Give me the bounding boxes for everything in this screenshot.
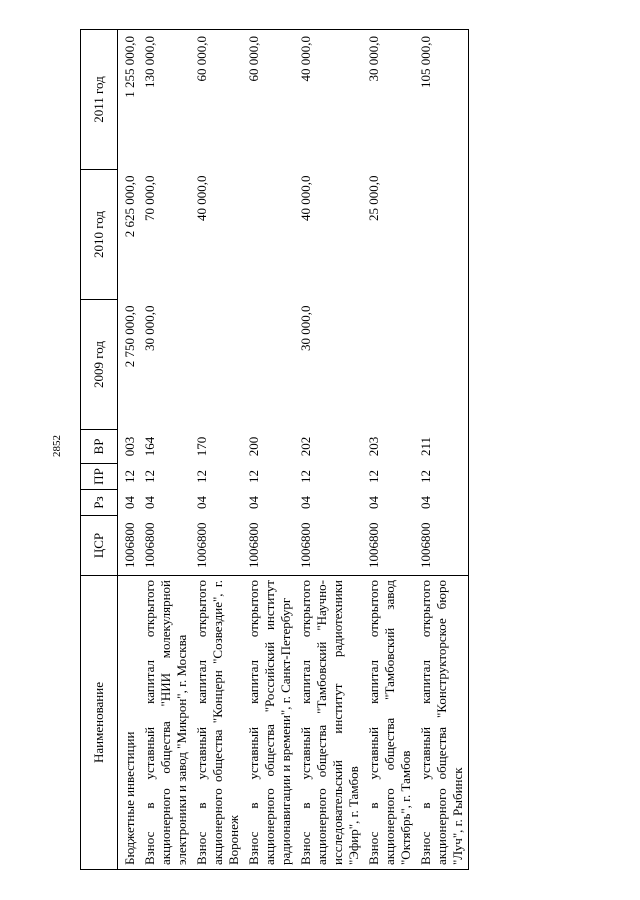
cell-2011: 60 000,0: [192, 30, 244, 170]
cell-name: Бюджетные инвестиции: [118, 576, 141, 870]
header-name: Наименование: [81, 576, 118, 870]
cell-2009: 2 750 000,0: [122, 305, 137, 368]
cell-csr: 1006800: [122, 522, 137, 568]
header-pr: ПР: [81, 464, 118, 490]
cell-2010: 40 000,0: [194, 175, 209, 221]
cell-pr: 12: [122, 470, 137, 483]
cell-pr: 12: [142, 470, 157, 483]
cell-pr: 12: [246, 470, 261, 483]
cell-vr: 211: [416, 430, 469, 464]
cell-2010: [244, 170, 296, 300]
header-vr: ВР: [81, 430, 118, 464]
cell-pr: 12: [194, 470, 209, 483]
cell-2011: 40 000,0: [296, 30, 364, 170]
cell-2011: 105 000,0: [416, 30, 469, 170]
cell-rz: 04: [122, 496, 137, 509]
cell-csr: 1006800: [416, 516, 469, 576]
cell-pr: 12: [366, 470, 381, 483]
cell-vr: 003: [122, 436, 137, 457]
cell-2011: 60 000,0: [244, 30, 296, 170]
cell-2010: 2 625 000,0: [122, 175, 137, 238]
cell-name: Взнос в уставный капитал открытого акционерного общества "Российский институт радионавигации и времени", г. Санкт-Петербург: [244, 576, 296, 870]
cell-name: Взнос в уставный капитал открытого акционерного общества "Конструкторское бюро "Луч", г. Рыбинск: [416, 576, 469, 870]
header-csr: ЦСР: [81, 516, 118, 576]
cell-csr: 1006800: [366, 522, 381, 568]
budget-table: [80, 29, 469, 870]
table-row: [118, 30, 141, 870]
cell-rz: 04: [298, 496, 313, 509]
cell-csr: 1006800: [194, 522, 209, 568]
cell-rz: 04: [416, 490, 469, 516]
rotated-table-container: [80, 30, 600, 870]
cell-rz: 04: [142, 496, 157, 509]
table-body: [118, 30, 469, 870]
cell-csr: 1006800: [246, 522, 261, 568]
cell-vr: 203: [366, 436, 381, 457]
cell-2010: 40 000,0: [298, 175, 313, 221]
cell-name: Взнос в уставный капитал открытого акционерного общества "НИИ молекулярной электроники и завод "Микрон", г. Москва: [140, 576, 192, 870]
cell-2010: 25 000,0: [366, 175, 381, 221]
cell-csr: 1006800: [142, 522, 157, 568]
header-2010: 2010 год: [81, 170, 118, 300]
cell-2010: 70 000,0: [142, 175, 157, 221]
cell-name: Взнос в уставный капитал открытого акционерного общества "Тамбовский "Научно-исследовательский институт радиотехники "Эфир", г. Тамбов: [296, 576, 364, 870]
cell-csr: 1006800: [298, 522, 313, 568]
table-row: [192, 30, 244, 870]
header-row: [81, 30, 118, 870]
cell-pr: 12: [416, 464, 469, 490]
cell-2009: [416, 300, 469, 430]
cell-name: Взнос в уставный капитал открытого акционерного общества "Концерн "Созвездие", г. Воронеж: [192, 576, 244, 870]
table-row: [244, 30, 296, 870]
cell-2009: [192, 300, 244, 430]
header-2009: 2009 год: [81, 300, 118, 430]
table-row: [296, 30, 364, 870]
cell-2011: 1 255 000,0: [118, 30, 141, 170]
cell-2011: 30 000,0: [364, 30, 416, 170]
header-rz: Рз: [81, 490, 118, 516]
header-2011: 2011 год: [81, 30, 118, 170]
cell-2009: [364, 300, 416, 430]
table-row: [364, 30, 416, 870]
cell-rz: 04: [246, 496, 261, 509]
cell-2009: 30 000,0: [142, 305, 157, 351]
cell-2009: [244, 300, 296, 430]
cell-2010: [416, 170, 469, 300]
table-row: [140, 30, 192, 870]
cell-vr: 164: [142, 436, 157, 457]
cell-rz: 04: [194, 496, 209, 509]
cell-2009: 30 000,0: [298, 305, 313, 351]
page-number: 2852: [51, 435, 63, 457]
table-row: [416, 30, 469, 870]
cell-vr: 200: [246, 436, 261, 457]
cell-vr: 170: [194, 436, 209, 457]
cell-rz: 04: [366, 496, 381, 509]
cell-name: Взнос в уставный капитал открытого акционерного общества "Тамбовский завод "Октябрь", г. Тамбов: [364, 576, 416, 870]
cell-pr: 12: [298, 470, 313, 483]
cell-2011: 130 000,0: [140, 30, 192, 170]
cell-vr: 202: [298, 436, 313, 457]
